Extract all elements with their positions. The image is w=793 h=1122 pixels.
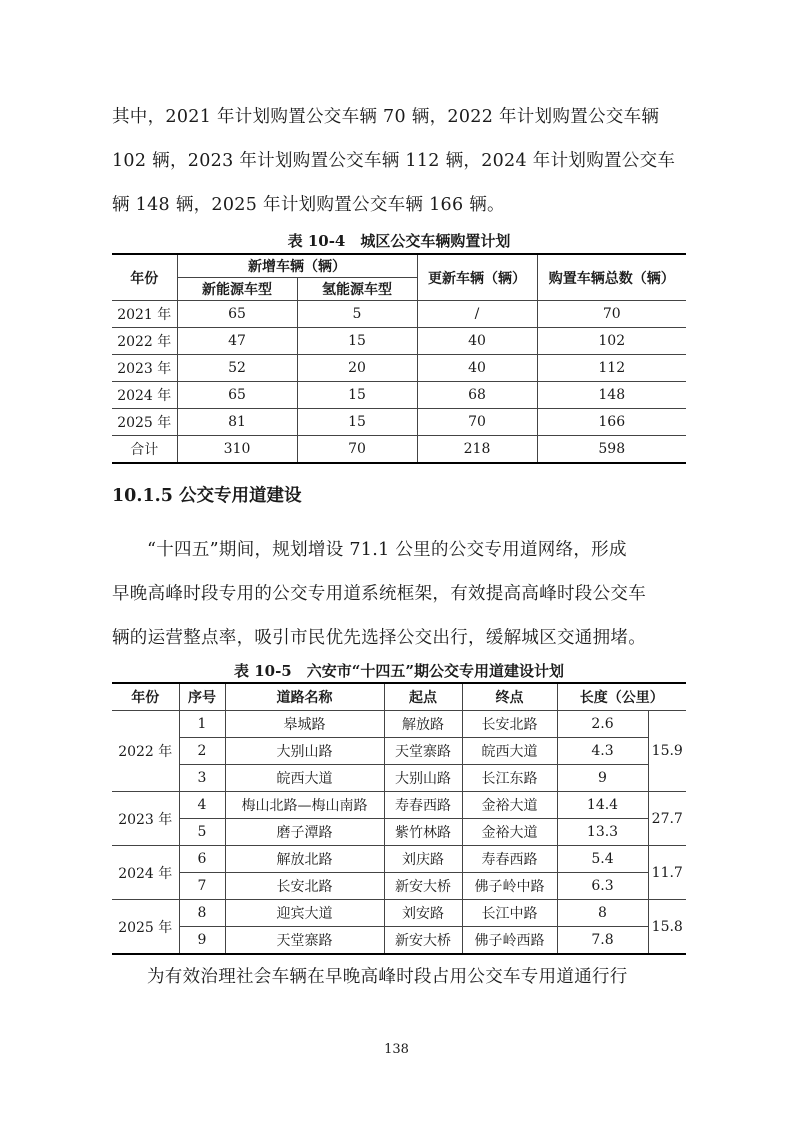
cell-renewal: 68 — [417, 382, 537, 409]
text-line: 辆 148 辆，2025 年计划购置公交车辆 166 辆。 — [112, 195, 505, 215]
cell-length: 9 — [557, 765, 648, 792]
vehicle-purchase-table — [112, 253, 686, 464]
cell-no: 1 — [179, 711, 225, 738]
cell-year: 2022 年 — [112, 328, 177, 355]
table-row — [112, 711, 686, 738]
cell-hydrogen: 5 — [297, 301, 417, 328]
cell-length: 5.4 — [557, 846, 648, 873]
cell-hydrogen: 15 — [297, 382, 417, 409]
text-line: 为有效治理社会车辆在早晚高峰时段占用公交车专用道通行行 — [147, 967, 628, 987]
table-row — [112, 301, 686, 328]
cell-hydrogen: 70 — [297, 436, 417, 464]
table-row — [112, 900, 686, 927]
cell-start: 天堂寨路 — [384, 738, 462, 765]
cell-start: 新安大桥 — [384, 927, 462, 955]
header-end: 终点 — [462, 683, 557, 711]
table-row — [112, 792, 686, 819]
cell-end: 金裕大道 — [462, 792, 557, 819]
table-row-total — [112, 436, 686, 464]
cell-year: 2024 年 — [112, 382, 177, 409]
cell-length: 4.3 — [557, 738, 648, 765]
cell-year: 2023 年 — [112, 355, 177, 382]
text-line: 早晚高峰时段专用的公交专用道系统框架，有效提高高峰时段公交车 — [112, 584, 646, 604]
cell-start: 紫竹林路 — [384, 819, 462, 846]
cell-no: 4 — [179, 792, 225, 819]
cell-road: 天堂寨路 — [225, 927, 384, 955]
table-caption-10-5: 表 10-5 六安市“十四五”期公交专用道建设计划 — [233, 662, 565, 680]
cell-road: 迎宾大道 — [225, 900, 384, 927]
table-row — [112, 382, 686, 409]
cell-road: 皖西大道 — [225, 765, 384, 792]
header-start: 起点 — [384, 683, 462, 711]
header-no: 序号 — [179, 683, 225, 711]
cell-no: 5 — [179, 819, 225, 846]
cell-road: 大别山路 — [225, 738, 384, 765]
cell-year: 2025 年 — [112, 409, 177, 436]
cell-length: 14.4 — [557, 792, 648, 819]
cell-end: 长江中路 — [462, 900, 557, 927]
cell-year: 2022 年 — [112, 711, 179, 792]
cell-no: 8 — [179, 900, 225, 927]
cell-total: 166 — [537, 409, 686, 436]
text-line: 其中，2021 年计划购置公交车辆 70 辆，2022 年计划购置公交车辆 — [112, 107, 660, 127]
cell-start: 刘安路 — [384, 900, 462, 927]
cell-start: 新安大桥 — [384, 873, 462, 900]
header-road: 道路名称 — [225, 683, 384, 711]
cell-total: 148 — [537, 382, 686, 409]
cell-subtotal: 27.7 — [648, 792, 686, 846]
cell-new-energy: 310 — [177, 436, 297, 464]
text-line: 辆的运营整点率，吸引市民优先选择公交出行，缓解城区交通拥堵。 — [112, 628, 646, 648]
cell-no: 9 — [179, 927, 225, 955]
cell-length: 6.3 — [557, 873, 648, 900]
cell-year: 2023 年 — [112, 792, 179, 846]
bus-lane-plan-table — [112, 682, 686, 955]
cell-start: 大别山路 — [384, 765, 462, 792]
cell-road: 磨子潭路 — [225, 819, 384, 846]
header-hydrogen: 氢能源车型 — [297, 278, 417, 301]
cell-road: 皋城路 — [225, 711, 384, 738]
cell-subtotal: 11.7 — [648, 846, 686, 900]
cell-hydrogen: 15 — [297, 409, 417, 436]
cell-end: 长安北路 — [462, 711, 557, 738]
table-row — [112, 328, 686, 355]
cell-renewal: 218 — [417, 436, 537, 464]
cell-no: 7 — [179, 873, 225, 900]
cell-end: 皖西大道 — [462, 738, 557, 765]
table-row — [112, 355, 686, 382]
cell-year: 2021 年 — [112, 301, 177, 328]
cell-road: 长安北路 — [225, 873, 384, 900]
cell-length: 7.8 — [557, 927, 648, 955]
cell-renewal: 40 — [417, 355, 537, 382]
cell-new-energy: 65 — [177, 301, 297, 328]
cell-renewal: 40 — [417, 328, 537, 355]
table-row — [112, 738, 686, 765]
cell-hydrogen: 20 — [297, 355, 417, 382]
cell-new-energy: 52 — [177, 355, 297, 382]
header-length: 长度（公里） — [557, 683, 686, 711]
header-year: 年份 — [112, 683, 179, 711]
cell-length: 8 — [557, 900, 648, 927]
cell-end: 佛子岭西路 — [462, 927, 557, 955]
paragraph-vehicle-purchase — [112, 95, 686, 227]
header-year: 年份 — [112, 254, 177, 301]
cell-end: 佛子岭中路 — [462, 873, 557, 900]
text-line: 102 辆，2023 年计划购置公交车辆 112 辆，2024 年计划购置公交车 — [112, 151, 676, 171]
cell-start: 寿春西路 — [384, 792, 462, 819]
cell-road: 梅山北路—梅山南路 — [225, 792, 384, 819]
cell-road: 解放北路 — [225, 846, 384, 873]
cell-total: 598 — [537, 436, 686, 464]
cell-total: 102 — [537, 328, 686, 355]
cell-hydrogen: 15 — [297, 328, 417, 355]
cell-total: 70 — [537, 301, 686, 328]
cell-start: 刘庆路 — [384, 846, 462, 873]
paragraph-bus-lanes — [112, 528, 686, 660]
cell-new-energy: 47 — [177, 328, 297, 355]
header-new-energy: 新能源车型 — [177, 278, 297, 301]
cell-subtotal: 15.9 — [648, 711, 686, 792]
cell-end: 金裕大道 — [462, 819, 557, 846]
cell-renewal: / — [417, 301, 537, 328]
cell-start: 解放路 — [384, 711, 462, 738]
cell-length: 2.6 — [557, 711, 648, 738]
table-row — [112, 409, 686, 436]
cell-end: 寿春西路 — [462, 846, 557, 873]
cell-year: 合计 — [112, 436, 177, 464]
paragraph-enforcement — [112, 955, 686, 999]
table-caption-10-4: 表 10-4 城区公交车辆购置计划 — [287, 232, 511, 250]
text-line: “十四五”期间，规划增设 71.1 公里的公交专用道网络，形成 — [147, 540, 627, 560]
cell-renewal: 70 — [417, 409, 537, 436]
cell-year: 2024 年 — [112, 846, 179, 900]
cell-no: 3 — [179, 765, 225, 792]
cell-no: 2 — [179, 738, 225, 765]
cell-new-energy: 65 — [177, 382, 297, 409]
table-row — [112, 819, 686, 846]
header-total: 购置车辆总数（辆） — [537, 254, 686, 301]
table-row — [112, 765, 686, 792]
cell-year: 2025 年 — [112, 900, 179, 955]
section-heading: 10.1.5 公交专用道建设 — [112, 486, 302, 506]
cell-new-energy: 81 — [177, 409, 297, 436]
cell-subtotal: 15.8 — [648, 900, 686, 955]
page-number: 138 — [384, 1042, 409, 1057]
cell-length: 13.3 — [557, 819, 648, 846]
cell-no: 6 — [179, 846, 225, 873]
cell-total: 112 — [537, 355, 686, 382]
table-row — [112, 927, 686, 955]
table-row — [112, 846, 686, 873]
cell-end: 长江东路 — [462, 765, 557, 792]
header-new-vehicles: 新增车辆（辆） — [177, 254, 417, 278]
table-row — [112, 873, 686, 900]
header-renewal: 更新车辆（辆） — [417, 254, 537, 301]
